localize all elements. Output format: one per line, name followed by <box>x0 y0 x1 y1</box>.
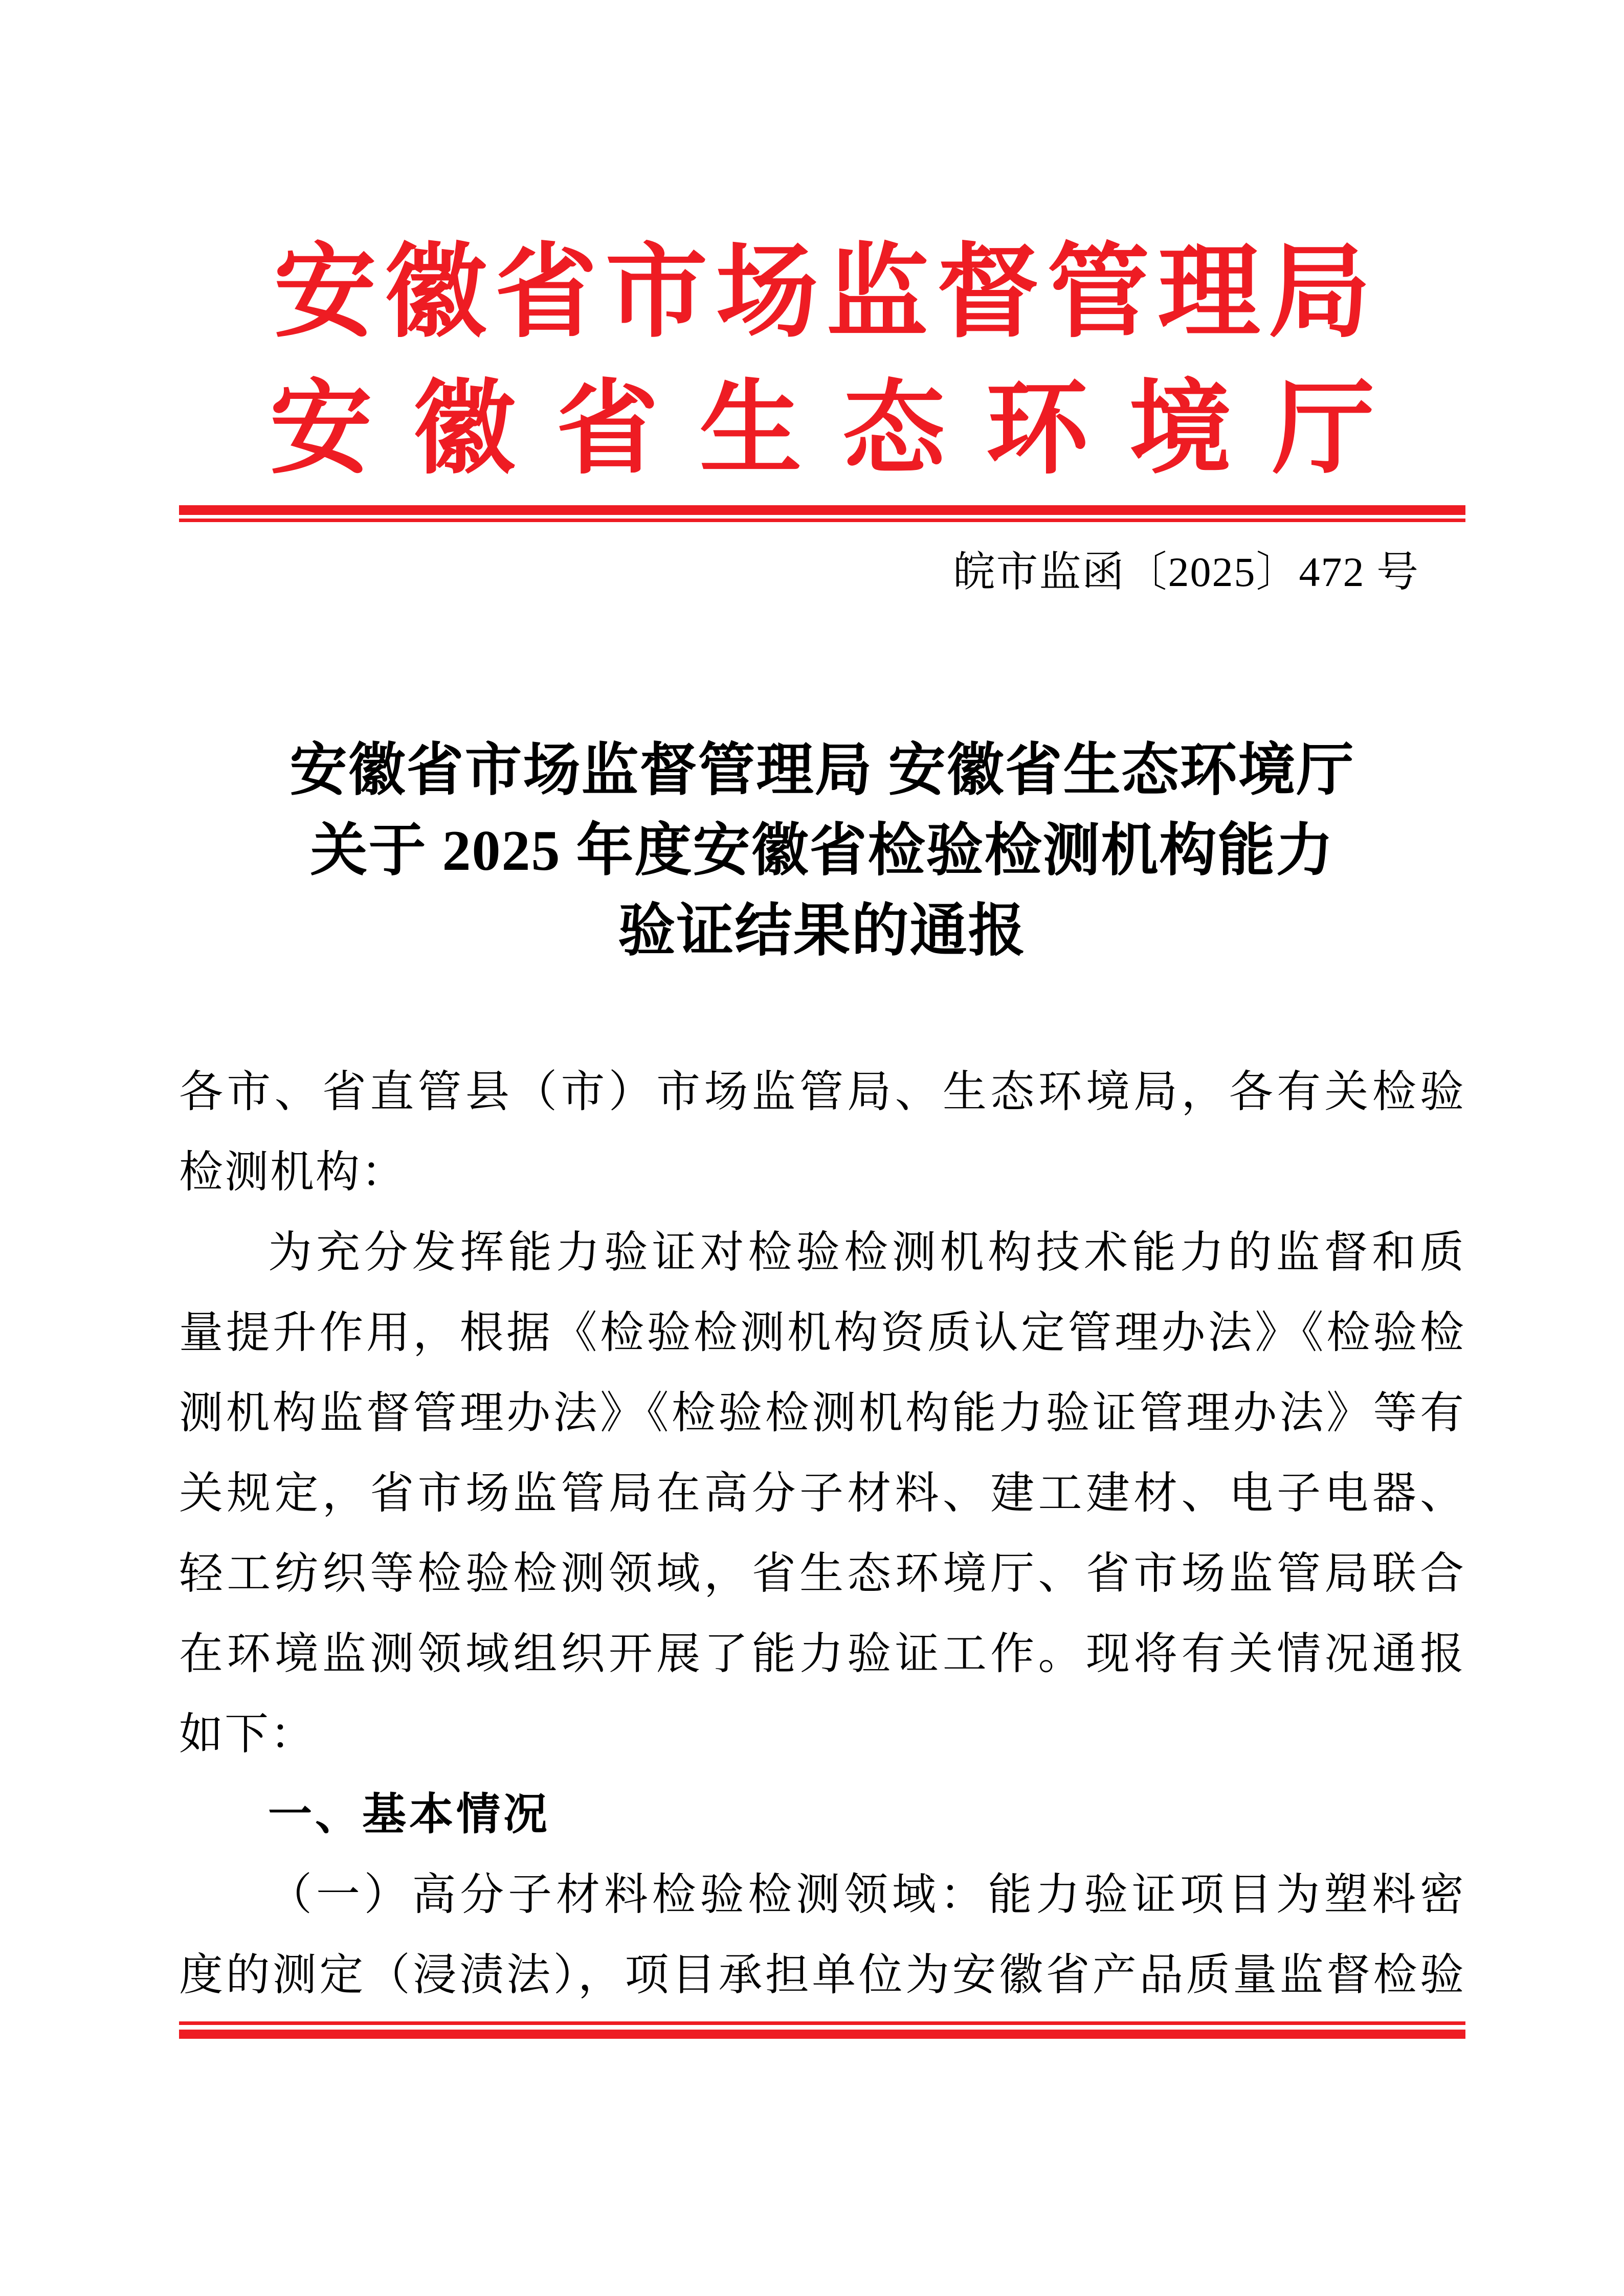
title-line-3: 验证结果的通报 <box>618 899 1027 963</box>
body-line: 关规定，省市场监管局在高分子材料、建工建材、电子电器、 <box>179 1469 1465 1518</box>
footer-separator <box>179 2021 1465 2039</box>
issuer-name-line-1: 安徽省市场监督管理局 <box>274 237 1379 350</box>
header-separator-gap <box>179 515 1465 519</box>
body-line: 轻工纺织等检验检测领域，省生态环境厅、省市场监管局联合 <box>179 1549 1465 1598</box>
footer-separator-gap <box>179 2025 1465 2030</box>
header-separator-thin-line <box>179 519 1465 522</box>
document-title <box>179 731 1465 972</box>
footer-separator-thick-line <box>179 2030 1465 2039</box>
doc-number: 皖市监函〔2025〕472 号 <box>953 549 1419 595</box>
letterhead <box>179 225 1465 498</box>
title-line-2: 关于 2025 年度安徽省检验检测机构能力 <box>310 819 1334 883</box>
header-separator-thick-line <box>179 505 1465 515</box>
issuer-name-line-2: 安徽省生态环境厅 <box>270 373 1416 486</box>
body-line: 在环境监测领域组织开展了能力验证工作。现将有关情况通报 <box>179 1629 1465 1678</box>
document-body <box>179 1052 1465 2015</box>
body-line: （一）高分子材料检验检测领域：能力验证项目为塑料密 <box>268 1870 1465 1919</box>
body-line: 量提升作用，根据《检验检测机构资质认定管理办法》《检验检 <box>179 1308 1465 1357</box>
salutation-line-2: 检测机构： <box>179 1147 407 1197</box>
body-line: 度的测定（浸渍法），项目承担单位为安徽省产品质量监督检验 <box>179 1950 1465 1999</box>
body-line: 如下： <box>179 1709 316 1759</box>
salutation-line-1: 各市、省直管县（市）市场监管局、生态环境局，各有关检验 <box>179 1067 1465 1116</box>
footer-separator-thin-line <box>179 2021 1465 2025</box>
header-separator <box>179 505 1465 522</box>
body-line: 测机构监督管理办法》《检验检测机构能力验证管理办法》等有 <box>179 1388 1465 1437</box>
body-line: 为充分发挥能力验证对检验检测机构技术能力的监督和质 <box>268 1228 1465 1277</box>
title-line-1: 安徽省市场监督管理局 安徽省生态环境厅 <box>290 739 1355 802</box>
section-heading-basic-situation: 一、基本情况 <box>268 1790 550 1839</box>
